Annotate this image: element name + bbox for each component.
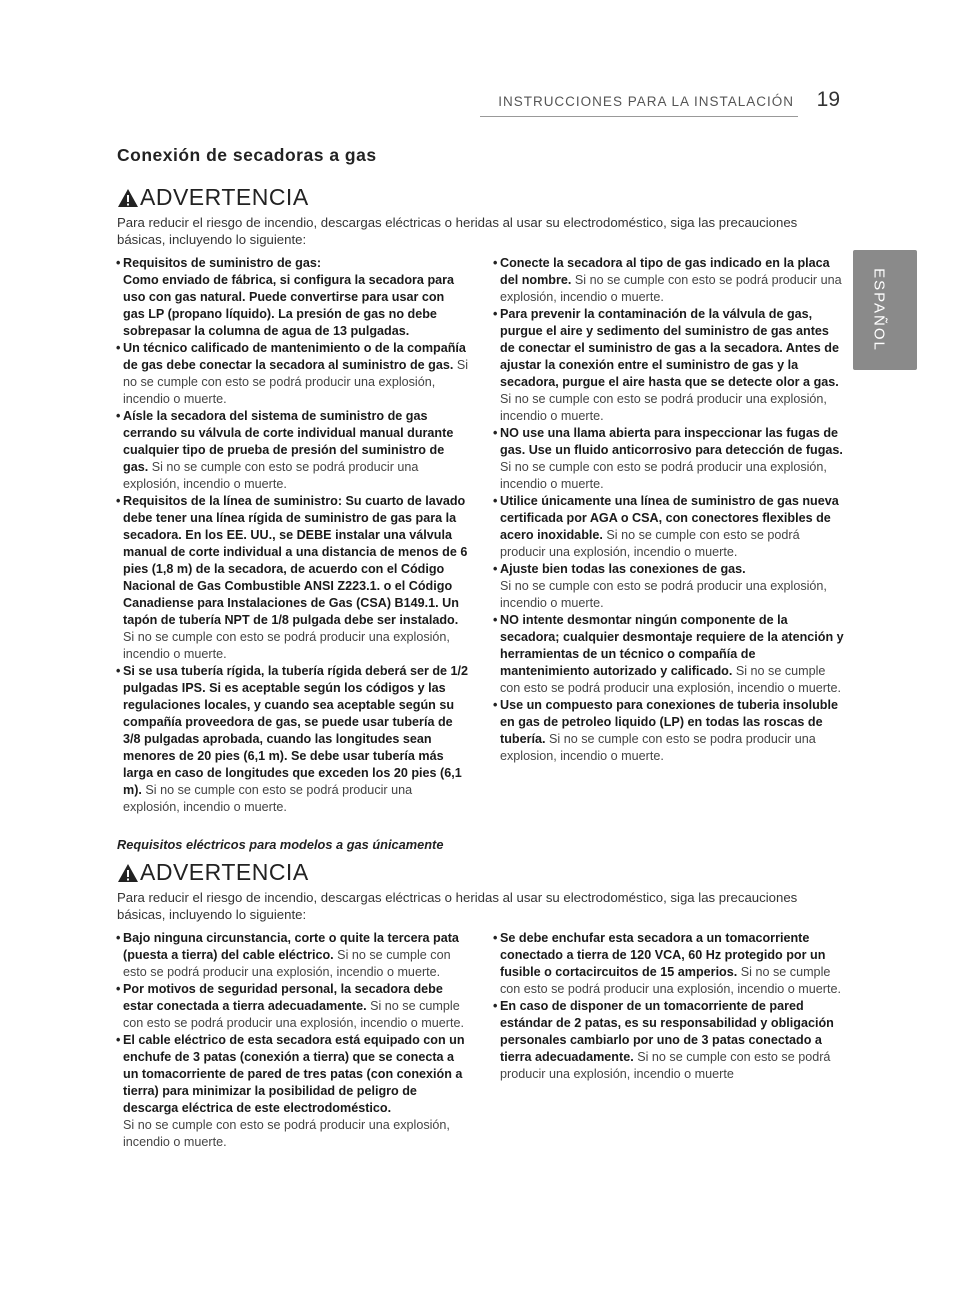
warning-triangle-icon	[117, 188, 139, 208]
list-item: • Por motivos de seguridad personal, la secadora debe estar conectada a tierra adecuadamente. Si no se cumple con esto se podrá producir una explosión, incendio o muerte.	[117, 981, 469, 1032]
list-item: • Conecte la secadora al tipo de gas indicado en la placa del nombre. Si no se cumple con esto se podrá producir una explosión, incendio o muerte.	[494, 255, 846, 306]
list-item: • Para prevenir la contaminación de la válvula de gas, purgue el aire y sedimento del suministro de gas antes de conectar el suministro de gas a la secadora. Antes de ajustar la conexión entre el suministro de gas y la secadora, purgue el aire hasta que se detecte olor a gas. Si no se cumple con esto se podrá producir una explosión, incendio o muerte.	[494, 306, 846, 425]
electrical-requirements-subtitle: Requisitos eléctricos para modelos a gas únicamente	[117, 837, 444, 852]
section-title: Conexión de secadoras a gas	[117, 145, 377, 165]
warning1-left-column	[117, 255, 469, 816]
list-item: • Requisitos de suministro de gas: Como enviado de fábrica, si configura la secadora para uso con gas natural. Puede convertirse para usar con gas LP (propano líquido). La presión de gas no debe sobrepasar la columna de agua de 13 pulgadas.	[117, 255, 469, 340]
warning-heading-1	[117, 184, 309, 211]
warning-intro-2: Para reducir el riesgo de incendio, descargas eléctricas o heridas al usar su electrodoméstico, siga las precauciones básicas, incluyendo lo siguiente:	[117, 890, 798, 922]
list-item: • Aísle la secadora del sistema de suministro de gas cerrando su válvula de corte individual manual durante cualquier tipo de prueba de presión del suministro de gas. Si no se cumple con esto se podrá producir una explosión, incendio o muerte.	[117, 408, 469, 493]
warning-title-1: ADVERTENCIA	[140, 184, 309, 210]
warning1-right-column	[494, 255, 846, 765]
list-item: • Se debe enchufar esta secadora a un tomacorriente conectado a tierra de 120 VCA, 60 Hz protegido por un fusible o cortacircuitos de 15 amperios. Si no se cumple con esto se podrá producir una explosión, incendio o muerte.	[494, 930, 846, 998]
list-item: • NO intente desmontar ningún componente de la secadora; cualquier desmontaje requiere de la atención y herramientas de un técnico o compañía de mantenimiento autorizado y calificado. Si no se cumple con esto se podrá producir una explosión, incendio o muerte.	[494, 612, 846, 697]
list-item: • NO use una llama abierta para inspeccionar las fugas de gas. Use un fluido anticorrosivo para detección de fugas. Si no se cumple con esto se podrá producir una explosión, incendio o muerte.	[494, 425, 846, 493]
warning-triangle-icon	[117, 863, 139, 883]
warning-heading-2	[117, 859, 309, 886]
list-item: • Un técnico calificado de mantenimiento o de la compañía de gas debe conectar la secadora al suministro de gas. Si no se cumple con esto se podrá producir una explosión, incendio o muerte.	[117, 340, 469, 408]
list-item: • Bajo ninguna circunstancia, corte o quite la tercera pata (puesta a tierra) del cable eléctrico. Si no se cumple con esto se podrá producir una explosión, incendio o muerte.	[117, 930, 469, 981]
list-item: • Use un compuesto para conexiones de tuberia insoluble en gas de petroleo liquido (LP) en todas las roscas de tubería. Si no se cumple con esto se podra producir una explosion, incendio o muerte.	[494, 697, 846, 765]
language-label: ESPAÑOL	[870, 268, 888, 352]
warning2-left-column	[117, 930, 469, 1151]
list-item: • Requisitos de la línea de suministro: Su cuarto de lavado debe tener una línea rígida de suministro de gas para la secadora. En los EE. UU., se DEBE instalar una válvula manual de corte individual a una distancia de menos de 6 pies (1,8 m) de la secadora, de acuerdo con el Código Nacional de Gas Combustible ANSI Z223.1. o el Código Canadiense para Instalaciones de Gas (CSA) B149.1. Un tapón de tubería NPT de 1/8 pulgada debe ser instalado. Si no se cumple con esto se podrá producir una explosión, incendio o muerte.	[117, 493, 469, 663]
list-item: • En caso de disponer de un tomacorriente de pared estándar de 2 patas, es su responsabilidad y obligación personales cambiarlo por uno de 3 patas conectado a tierra adecuadamente. Si no se cumple con esto se podrá producir una explosión, incendio o muerte	[494, 998, 846, 1083]
list-item: • Si se usa tubería rígida, la tubería rígida deberá ser de 1/2 pulgadas IPS. Si es aceptable según los códigos y las regulaciones locales, y cuando sea aceptable según su compañía proveedora de gas, se puede usar tubería de 3/8 pulgadas aprobada, cuando las longitudes sean menores de 20 pies (6,1 m). Se debe usar tubería más larga en caso de longitudes que exceden los 20 pies (6,1 m). Si no se cumple con esto se podrá producir una explosión, incendio o muerte.	[117, 663, 469, 816]
list-item: • Utilice únicamente una línea de suministro de gas nueva certificada por AGA o CSA, con conectores flexibles de acero inoxidable. Si no se cumple con esto se podrá producir una explosión, incendio o muerte.	[494, 493, 846, 561]
header-title: INSTRUCCIONES PARA LA INSTALACIÓN	[498, 94, 794, 109]
list-item: • El cable eléctrico de esta secadora está equipado con un enchufe de 3 patas (conexión a tierra) que se conecta a un tomacorriente de pared de tres patas (con conexión a tierra) para minimizar la posibilidad de peligro de descarga eléctrica de este electrodoméstico. Si no se cumple con esto se podrá producir una explosión, incendio o muerte.	[117, 1032, 469, 1151]
header-divider	[480, 116, 798, 117]
language-side-tab	[853, 250, 917, 370]
warning-title-2: ADVERTENCIA	[140, 859, 309, 885]
page-header	[480, 88, 840, 114]
warning-intro-1: Para reducir el riesgo de incendio, descargas eléctricas o heridas al usar su electrodoméstico, siga las precauciones básicas, incluyendo lo siguiente:	[117, 215, 798, 247]
list-item: • Ajuste bien todas las conexiones de gas. Si no se cumple con esto se podrá producir una explosión, incendio o muerte.	[494, 561, 846, 612]
page-number: 19	[816, 88, 840, 111]
warning2-right-column	[494, 930, 846, 1083]
